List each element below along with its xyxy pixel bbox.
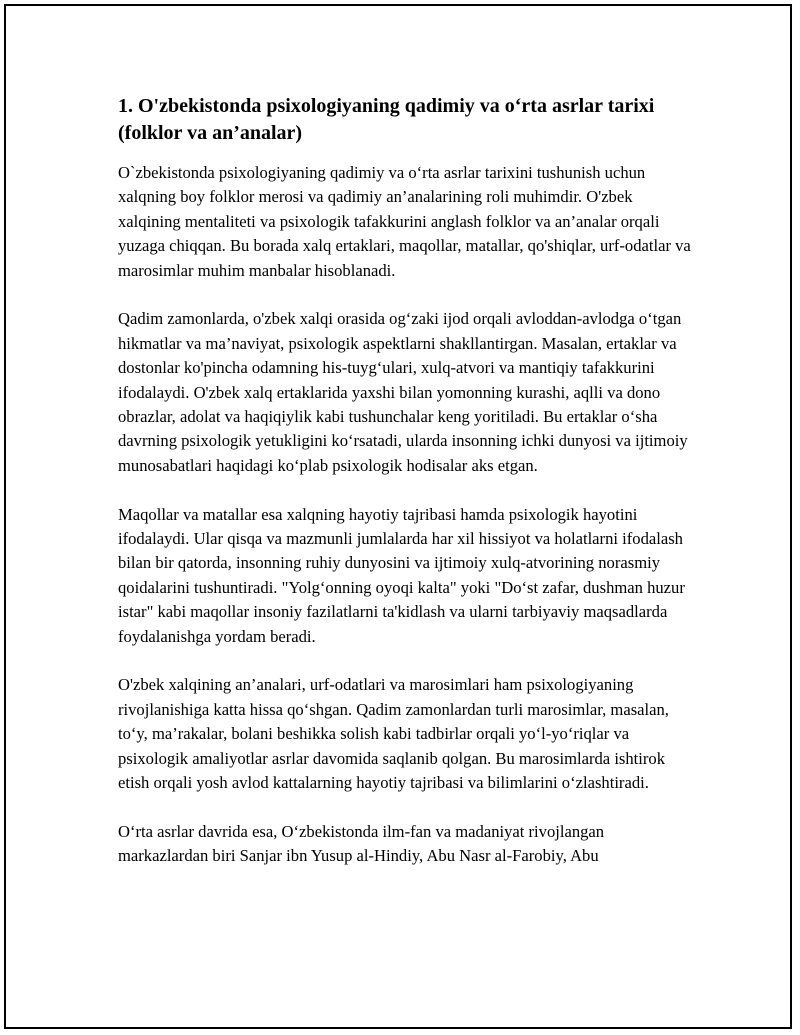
paragraph-3: Maqollar va matallar esa xalqning hayotiy tajribasi hamda psixologik hayotini ifodalaydi. Ular qisqa va mazmunli jumlalarda har xil hissiyot va holatlarni ifodalash bilan bir qatorda, insonning ruhiy dunyosini va ijtimoiy xulq-atvorining norasmiy qoidalarini tushuntiradi. "Yolg‘onning oyoqi kalta" yoki "Do‘st zafar, dushman huzur istar" kabi maqollar insoniy fazilatlarni ta'kidlash va ularni tarbiyaviy maqsadlarda foydalanishga yordam beradi. — [118, 504, 685, 646]
paragraph-2: Qadim zamonlarda, o'zbek xalqi orasida og‘zaki ijod orqali avloddan-avlodga o‘tgan hikmatlar va ma’naviyat, psixologik aspektlarni shakllantirgan. Masalan, ertaklar va dostonlar ko'pincha odamning his-tuyg‘ulari, xulq-atvori va mantiqiy tafakkurini ifodalaydi. O'zbek xalq ertaklarida yaxshi bilan yomonning kurashi, aqlli va dono obrazlar, adolat va haqiqiylik kabi tushunchalar keng yoritiladi. Bu ertaklar o‘sha davrning psixologik yetukligini ko‘rsatadi, ularda insonning ichki dunyosi va ijtimoiy munosabatlari haqidagi ko‘plab psixologik hodisalar aks etgan. — [118, 309, 688, 475]
document-body — [118, 93, 692, 893]
section-heading: 1. O'zbekistonda psixologiyaning qadimiy va o‘rta asrlar tarixi (folklor va an’analar) — [118, 95, 655, 144]
paragraph-1: O`zbekistonda psixologiyaning qadimiy va o‘rta asrlar tarixini tushunish uchun xalqning boy folklor merosi va qadimiy an’analarining roli muhimdir. O'zbek xalqining mentaliteti va psixologik tafakkurini anglash folklor va an’analar orqali yuzaga chiqqan. Bu borada xalq ertaklari, maqollar, matallar, qo'shiqlar, urf-odatlar va marosimlar muhim manbalar hisoblanadi. — [118, 163, 691, 280]
paragraph-4: O'zbek xalqining an’analari, urf-odatlari va marosimlari ham psixologiyaning rivojlanishiga katta hissa qo‘shgan. Qadim zamonlardan turli marosimlar, masalan, to‘y, ma’rakalar, bolani beshikka solish kabi tadbirlar orqali yo‘l-yo‘riqlar va psixologik amaliyotlar asrlar davomida saqlanib qolgan. Bu marosimlarda ishtirok etish orqali yosh avlod kattalarning hayotiy tajribasi va bilimlarini o‘zlashtiradi. — [118, 675, 669, 793]
paragraph-5: O‘rta asrlar davrida esa, O‘zbekistonda ilm-fan va madaniyat rivojlangan markazlardan biri Sanjar ibn Yusup al-Hindiy, Abu Nasr al-Farobiy, Abu — [118, 821, 605, 866]
